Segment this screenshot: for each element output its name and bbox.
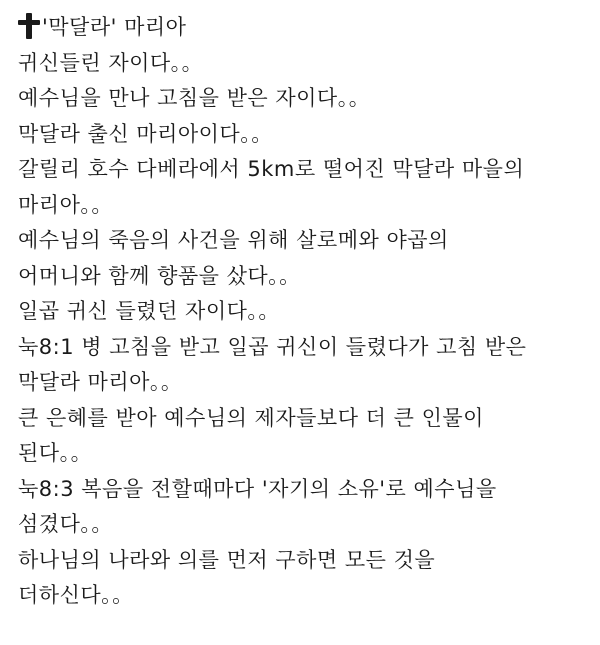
text-line-7: 어머니와 함께 향품을 샀다。。	[18, 263, 301, 288]
text-line-2: 예수님을 만나 고침을 받은 자이다。。	[18, 86, 371, 110]
text-line-15: 하나님의 나라와 의를 먼저 구하면 모든 것을	[18, 547, 436, 572]
text-line-8: 일곱 귀신 들렸던 자이다。。	[18, 299, 280, 323]
text-line-1: 귀신들린 자이다。。	[18, 50, 204, 75]
text-line-13: 눅8:3 복음을 전할때마다 '자기의 소유'로 예수님을	[18, 476, 497, 501]
text-line-11: 큰 은혜를 받아 예수님의 제자들보다 더 큰 인물이	[18, 405, 484, 430]
text-line-12: 된다。。	[18, 441, 93, 465]
text-line-5: 마리아。。	[18, 192, 113, 217]
note-text-block	[18, 10, 588, 614]
title-text: '막달라' 마리아	[42, 15, 187, 39]
text-line-3: 막달라 출신 마리아이다。。	[18, 121, 273, 146]
text-line-9: 눅8:1 병 고침을 받고 일곱 귀신이 들렸다가 고침 받은	[18, 334, 527, 359]
text-line-6: 예수님의 죽음의 사건을 위해 살로메와 야곱의	[18, 228, 449, 252]
text-line-4: 갈릴리 호수 다베라에서 5km로 떨어진 막달라 마을의	[18, 157, 525, 181]
text-line-10: 막달라 마리아。。	[18, 370, 183, 394]
text-line-14: 섬겼다。。	[18, 512, 113, 536]
cross-icon	[18, 13, 40, 39]
title-line	[18, 10, 588, 46]
text-line-16: 더하신다。。	[18, 583, 134, 607]
